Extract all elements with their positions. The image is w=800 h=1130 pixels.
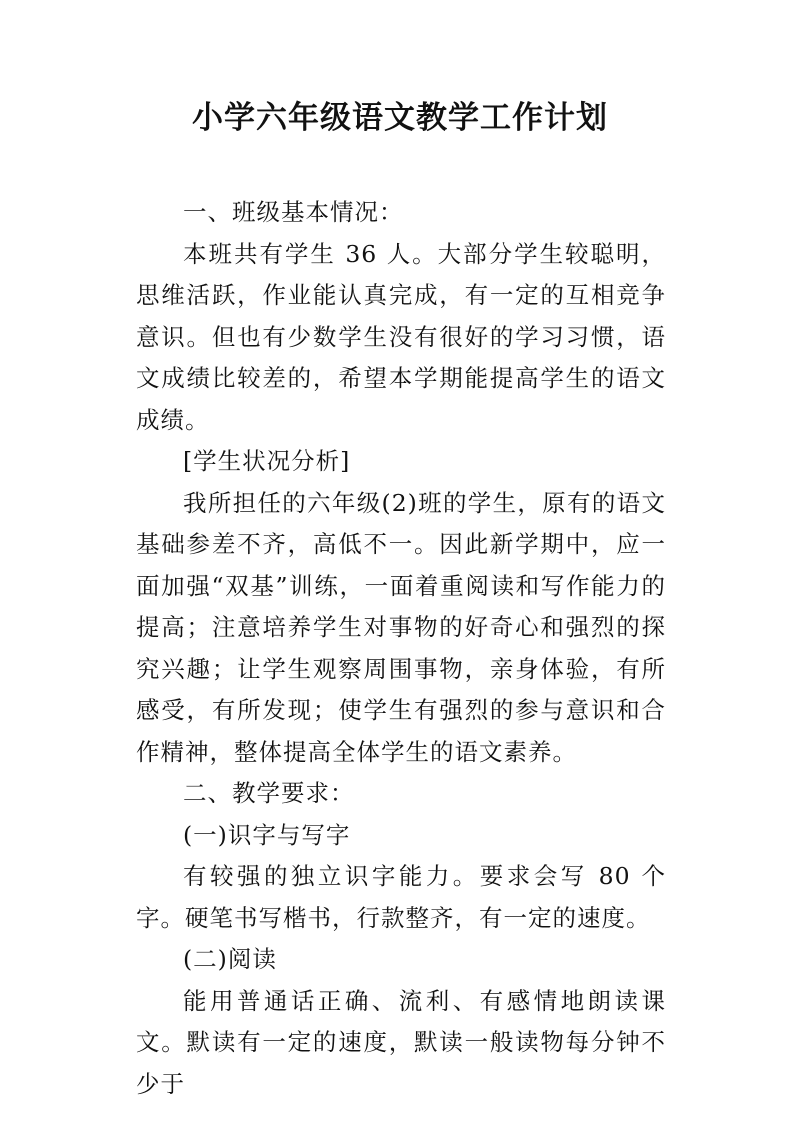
paragraph-class-overview: 本班共有学生 36 人。大部分学生较聪明，思维活跃，作业能认真完成，有一定的互相竞争意识。但也有少数学生没有很好的学习习惯，语文成绩比较差的，希望本学期能提高学生的语文成绩。: [136, 239, 666, 434]
paragraph-reading: 能用普通话正确、流利、有感情地朗读课文。默读有一定的速度，默读一般读物每分钟不少于: [136, 986, 666, 1098]
section-heading-class-info: 一、班级基本情况：: [183, 198, 404, 226]
paragraph-literacy-writing: 有较强的独立识字能力。要求会写 80 个字。硬笔书写楷书，行款整齐，有一定的速度。: [136, 862, 666, 932]
subheading-student-analysis: [学生状况分析]: [183, 447, 351, 475]
document-title: 小学六年级语文教学工作计划: [192, 100, 608, 136]
subheading-literacy-writing: (一)识字与写字: [183, 820, 351, 849]
section-heading-teaching-requirements: 二、教学要求：: [183, 779, 355, 807]
subheading-reading: (二)阅读: [183, 945, 277, 973]
paragraph-student-analysis: 我所担任的六年级(2)班的学生，原有的语文基础参差不齐，高低不一。因此新学期中，应一面加强“双基”训练，一面着重阅读和写作能力的提高；注意培养学生对事物的好奇心和强烈的探究兴趣；让学生观察周围事物，亲身体验，有所感受，有所发现；使学生有强烈的参与意识和合作精神，整体提高全体学生的语文素养。: [136, 488, 666, 766]
document-body: [136, 192, 666, 1105]
